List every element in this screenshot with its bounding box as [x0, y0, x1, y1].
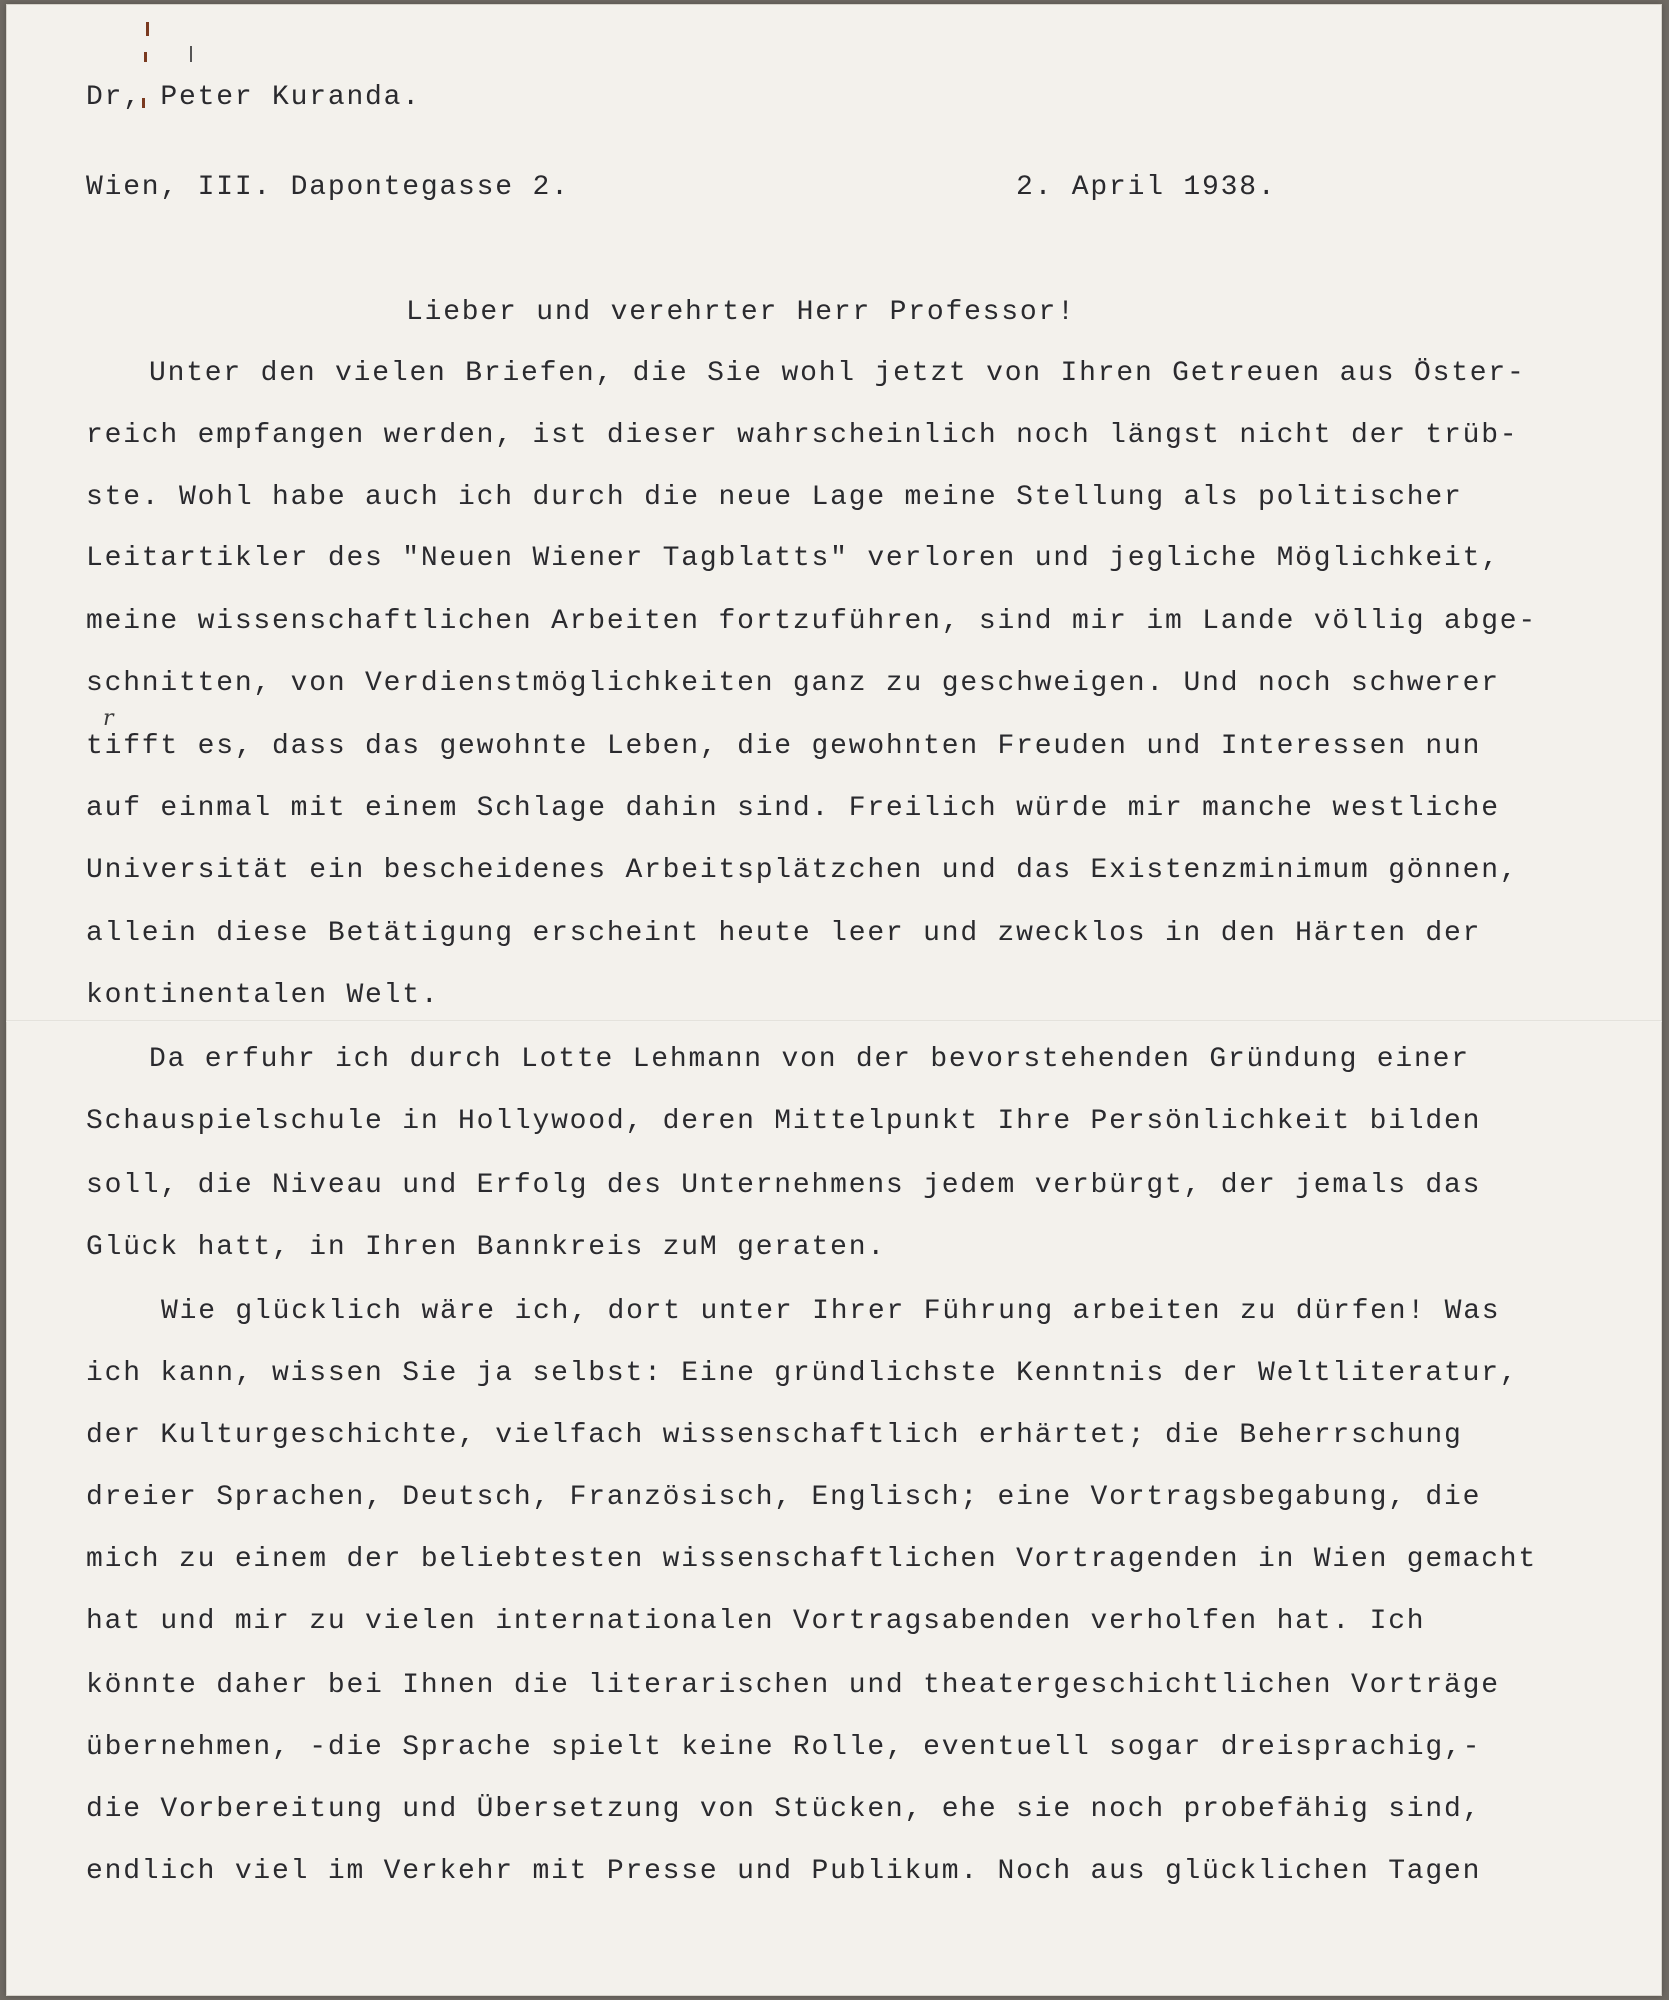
body-line: Schauspielschule in Hollywood, deren Mittelpunkt Ihre Persönlichkeit bilden — [86, 1106, 1482, 1137]
body-line: Universität ein bescheidenes Arbeitsplätzchen und das Existenzminimum gönnen, — [86, 855, 1519, 886]
handwritten-correction: r — [103, 706, 114, 731]
body-line: hat und mir zu vielen internationalen Vortragsabenden verholfen hat. Ich — [86, 1606, 1426, 1637]
body-line: soll, die Niveau und Erfolg des Unternehmens jedem verbürgt, der jemals das — [86, 1170, 1482, 1201]
body-line: übernehmen, -die Sprache spielt keine Rolle, eventuell sogar dreisprachig,- — [86, 1732, 1482, 1763]
letter-date: 2. April 1938. — [1016, 172, 1277, 203]
body-line: reich empfangen werden, ist dieser wahrscheinlich noch längst nicht der trüb- — [86, 420, 1519, 451]
body-line: kontinentalen Welt. — [86, 980, 440, 1011]
sender-name: Dr, Peter Kuranda. — [86, 82, 421, 113]
body-line: Leitartikler des "Neuen Wiener Tagblatts" verloren und jegliche Möglichkeit, — [86, 543, 1500, 574]
body-line: Unter den vielen Briefen, die Sie wohl jetzt von Ihren Getreuen aus Öster- — [149, 358, 1526, 389]
letter-page — [6, 4, 1662, 1996]
letter-body — [6, 4, 1662, 1996]
body-line: endlich viel im Verkehr mit Presse und Publikum. Noch aus glücklichen Tagen — [86, 1856, 1482, 1887]
body-line: dreier Sprachen, Deutsch, Französisch, Englisch; eine Vortragsbegabung, die — [86, 1482, 1482, 1513]
body-line: meine wissenschaftlichen Arbeiten fortzuführen, sind mir im Lande völlig abge- — [86, 606, 1538, 637]
body-line: könnte daher bei Ihnen die literarischen und theatergeschichtlichen Vorträge — [86, 1670, 1500, 1701]
body-line: Da erfuhr ich durch Lotte Lehmann von der bevorstehenden Gründung einer — [149, 1044, 1470, 1075]
body-line: schnitten, von Verdienstmöglichkeiten ganz zu geschweigen. Und noch schwerer — [86, 668, 1500, 699]
sender-address: Wien, III. Dapontegasse 2. — [86, 172, 570, 203]
body-line: der Kulturgeschichte, vielfach wissenschaftlich erhärtet; die Beherrschung — [86, 1420, 1463, 1451]
body-line: ich kann, wissen Sie ja selbst: Eine gründlichste Kenntnis der Weltliteratur, — [86, 1358, 1519, 1389]
salutation: Lieber und verehrter Herr Professor! — [406, 297, 1076, 328]
body-line: mich zu einem der beliebtesten wissenschaftlichen Vortragenden in Wien gemacht — [86, 1544, 1538, 1575]
body-line: auf einmal mit einem Schlage dahin sind. Freilich würde mir manche westliche — [86, 793, 1500, 824]
body-line: tifft es, dass das gewohnte Leben, die gewohnten Freuden und Interessen nun — [86, 731, 1482, 762]
body-line: Wie glücklich wäre ich, dort unter Ihrer Führung arbeiten zu dürfen! Was — [161, 1296, 1501, 1327]
body-line: Glück hatt, in Ihren Bannkreis zuM geraten. — [86, 1232, 886, 1263]
body-line: allein diese Betätigung erscheint heute leer und zwecklos in den Härten der — [86, 918, 1482, 949]
body-line: die Vorbereitung und Übersetzung von Stücken, ehe sie noch probefähig sind, — [86, 1794, 1482, 1825]
body-line: ste. Wohl habe auch ich durch die neue Lage meine Stellung als politischer — [86, 482, 1463, 513]
